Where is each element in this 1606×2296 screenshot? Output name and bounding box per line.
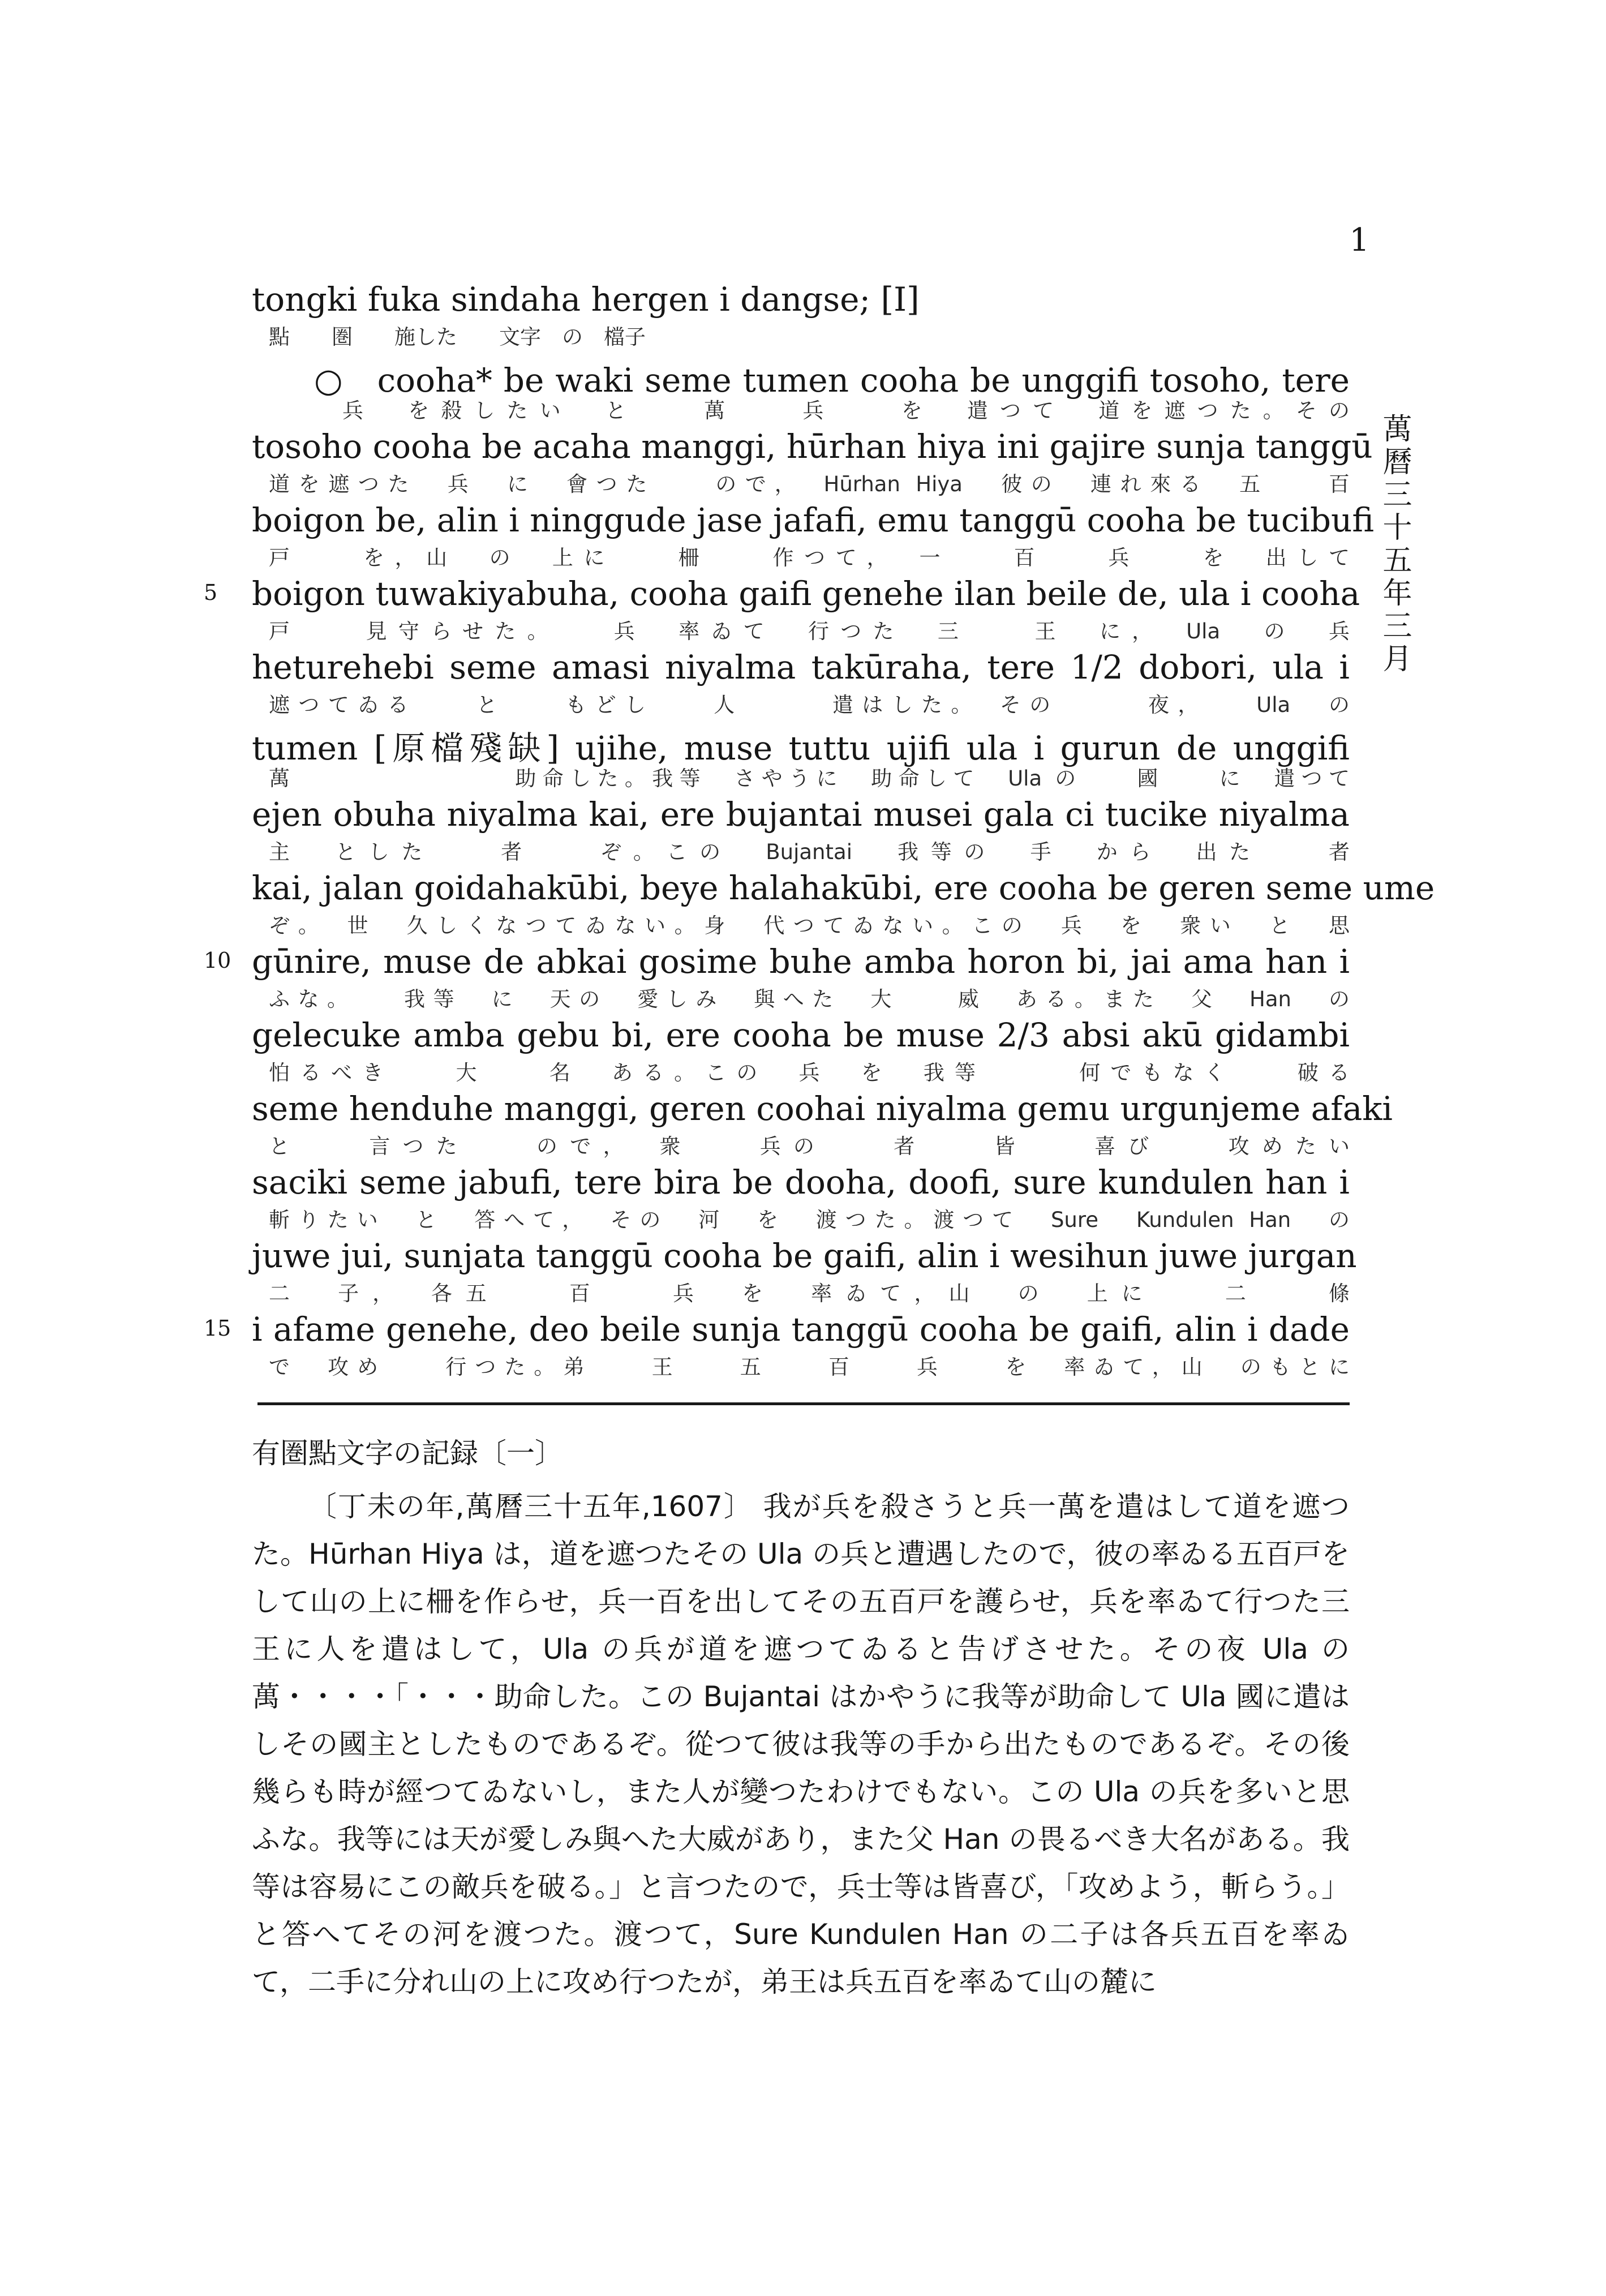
- manchu-line: [252, 354, 1350, 427]
- running-header-date: 萬曆三十五年三月: [1377, 413, 1411, 676]
- interlinear-gloss: で 攻め 行つた。弟 王 五 百 兵 を 率ゐて，山 のもとに: [269, 1355, 1350, 1379]
- interlinear-gloss: 萬 助命した。我等 さやうに 助命して Ula の 國 に 遣つて: [269, 766, 1350, 791]
- manchu-line: [252, 280, 1350, 354]
- manchu-text: saciki seme jabufi, tere bira be dooha, doofi, sure kundulen han i: [252, 1163, 1350, 1201]
- interlinear-gloss: 遮つてゐる と もどし 人 遣はした。 その 夜， Ula の: [269, 693, 1350, 717]
- manchu-text: seme henduhe manggi, geren coohai niyalma gemu urgunjeme afaki: [252, 1089, 1393, 1128]
- manchu-line: [252, 869, 1435, 942]
- manchu-line: [252, 427, 1373, 501]
- manchu-line: [252, 795, 1350, 869]
- interlinear-gloss: ぞ。 世 久しくなつてゐない。身 代つてゐない。この 兵 を 衆い と 思: [269, 913, 1350, 938]
- page-number: 1: [1349, 222, 1369, 259]
- manchu-line: [204, 942, 1350, 1016]
- manchu-text: tongki fuka sindaha hergen i dangse; [I]: [252, 280, 920, 319]
- interlinear-gloss: 怕るべき 大 名 ある。この 兵 を 我等 何でもなく 破る: [269, 1061, 1350, 1085]
- japanese-translation: 〔丁未の年,萬曆三十五年,1607〕 我が兵を殺さうと兵一萬を遣はして道を遮つた。Hūrhan Hiya は，道を遮つたその Ula の兵と遭遇したので，彼の率ゐる五百戸をして山の上に柵を作らせ，兵一百を出してその五百戸を護らせ，兵を率ゐて行つた三王に人を遣はして，Ula の兵が道を遮つてゐると告げさせた。その夜 Ula の萬・・・・「・・・助命した。この Bujantai はかやうに我等が助命して Ula 國に遣はしその國主としたものであるぞ。從つて彼は我等の手から出たものであるぞ。その後幾らも時が經つてゐないし，また人が變つたわけでもない。この Ula の兵を多いと思ふな。我等には天が愛しみ與へた大威があり，また父 Han の畏るべき大名がある。我等は容易にこの敵兵を破る。」と言つたので，兵士等は皆喜び，「攻めよう，斬らう。」と答へてその河を渡つた。渡つて，Sure Kundulen Han の二子は各兵五百を率ゐて，二手に分れ山の上に攻め行つたが，弟王は兵五百を率ゐて山の麓に: [252, 1490, 1350, 1998]
- interlinear-gloss: 斬りたい と 答へて， その 河 を 渡つた。渡つて Sure Kundulen Han の: [269, 1208, 1350, 1232]
- manchu-text: kai, jalan goidahakūbi, beye halahakūbi, ere cooha be geren seme ume: [252, 869, 1435, 907]
- manchu-line: [252, 1089, 1393, 1163]
- interlinear-gloss: 二 子， 各五 百 兵 を 率ゐて，山 の 上に 二 條: [269, 1281, 1350, 1306]
- section-divider: [257, 1402, 1350, 1405]
- manchu-text: tosoho cooha be acaha manggi, hūrhan hiya ini gajire sunja tanggū: [252, 427, 1373, 466]
- manchu-text: gūnire, muse de abkai gosime buhe amba horon bi, jai ama han i: [252, 942, 1350, 981]
- section-title: 有圏點文字の記録〔一〕: [252, 1437, 563, 1470]
- manchu-text: ejen obuha niyalma kai, ere bujantai musei gala ci tucike niyalma: [252, 795, 1350, 834]
- interlinear-gloss: 戸 見守らせた。 兵 率ゐて 行つた 三 王 に， Ula の 兵: [269, 619, 1350, 643]
- manchu-text: i afame genehe, deo beile sunja tanggū cooha be gaifi, alin i dade: [252, 1310, 1350, 1349]
- line-number: 5: [204, 580, 218, 605]
- manchu-line: [252, 1237, 1357, 1310]
- manchu-text: boigon be, alin i ninggude jase jafafi, emu tanggū cooha be tucibufi: [252, 501, 1375, 539]
- manchu-text: juwe jui, sunjata tanggū cooha be gaifi, alin i wesihun juwe jurgan: [252, 1237, 1357, 1275]
- interlinear-gloss: 兵 を殺したい と 萬 兵 を 遣つて 道を遮つた。その: [342, 398, 1350, 423]
- line-number: 10: [204, 948, 231, 973]
- manchu-text: gelecuke amba gebu bi, ere cooha be muse 2/3 absi akū gidambi: [252, 1016, 1350, 1054]
- manchu-text: boigon tuwakiyabuha, cooha gaifi genehe ilan beile de, ula i cooha: [252, 574, 1360, 613]
- manchu-line: [252, 1016, 1350, 1089]
- manchu-text: ○ cooha* be waki seme tumen cooha be unggifi tosoho, tere: [314, 361, 1350, 400]
- interlinear-gloss: ふな。 我等 に 天の 愛しみ 與へた 大 威 ある。また 父 Han の: [269, 987, 1350, 1011]
- interlinear-gloss: と 言つた ので， 衆 兵の 者 皆 喜び 攻めたい: [269, 1134, 1350, 1158]
- manchu-line: [252, 722, 1350, 795]
- manchu-line: [252, 1163, 1350, 1237]
- line-number: 15: [204, 1316, 231, 1341]
- interlinear-gloss: 戸 を，山 の 上に 柵 作つて， 一 百 兵 を 出して: [269, 546, 1350, 570]
- manchu-line: [252, 501, 1375, 574]
- interlinear-gloss: 道を遮つた 兵 に 會つた ので， Hūrhan Hiya 彼の 連れ來る 五 百: [269, 472, 1350, 496]
- interlinear-gloss: 主 とした 者 ぞ。この Bujantai 我等の 手 から 出た 者: [269, 840, 1350, 864]
- manchu-line: [252, 648, 1350, 722]
- manchu-line: [204, 1310, 1350, 1384]
- manchu-line: [204, 574, 1360, 648]
- manchu-text: tumen [原檔殘缺] ujihe, muse tuttu ujifi ula i gurun de unggifi: [252, 729, 1350, 767]
- manchu-text: heturehebi seme amasi niyalma takūraha, tere 1/2 dobori, ula i: [252, 648, 1350, 686]
- interlinear-gloss: 點 圏 施した 文字 の 檔子: [269, 325, 646, 349]
